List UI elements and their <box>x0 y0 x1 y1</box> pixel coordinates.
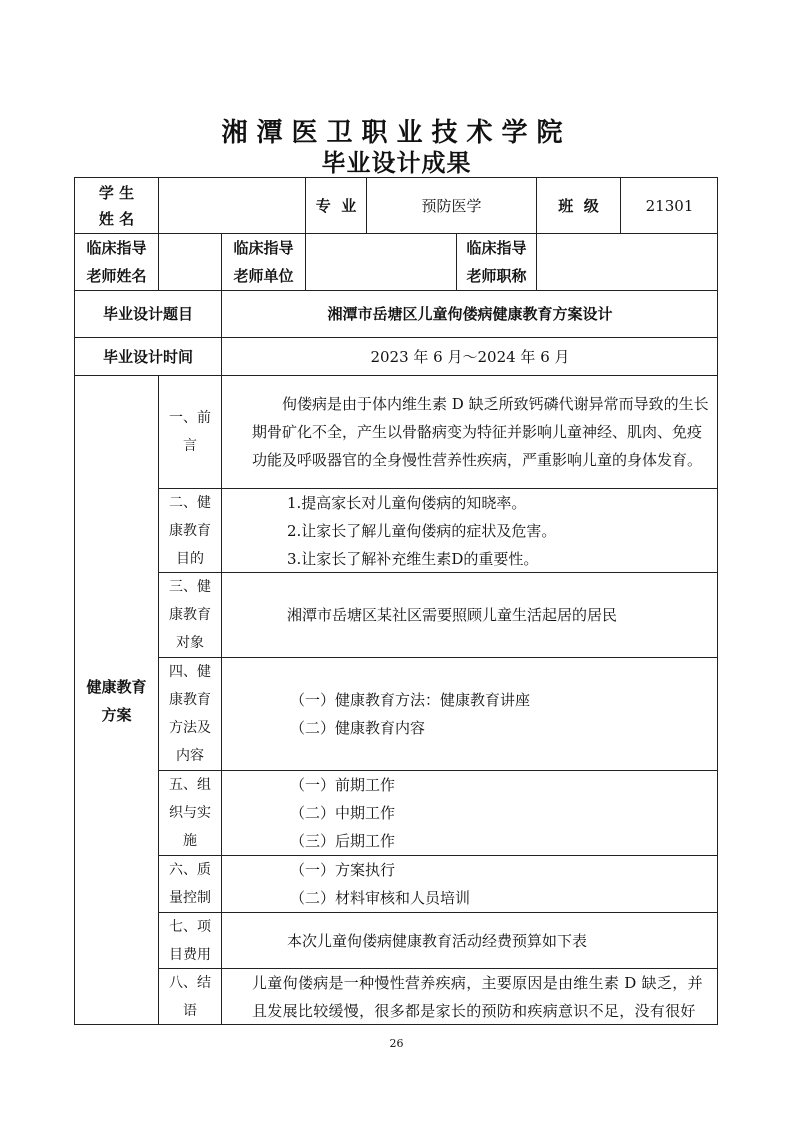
label-line: 三、健 <box>169 579 211 595</box>
mentor-name-label <box>74 233 158 290</box>
section-content <box>221 657 718 770</box>
document-title: 毕业设计成果 <box>321 149 472 177</box>
label-line: 目费用 <box>169 946 211 963</box>
label-line: 六、质 <box>169 862 211 878</box>
time-value: 2023 年 6 月～2024 年 6 月 <box>221 337 718 375</box>
student-name-label <box>74 177 158 233</box>
content-line: （一）方案执行 <box>290 861 396 879</box>
content-line: 1.提高家长对儿童佝偻病的知晓率。 <box>287 493 527 512</box>
class-label: 班 级 <box>536 177 620 233</box>
label-line: 方法及 <box>169 720 211 736</box>
label-line: 临床指导 <box>86 239 147 257</box>
label-line: 内容 <box>176 748 204 764</box>
content-line: 儿童佝偻病是一种慢性营养疾病，主要原因是由维生素 D 缺乏，并且发展比较缓慢，很多都是家长的预防和疾病意识不足，没有很好 <box>252 974 703 1020</box>
label-line: 临床指导 <box>466 239 527 257</box>
content-line: 3.让家长了解补充维生素D的重要性。 <box>287 549 539 568</box>
label-line: 言 <box>183 438 197 454</box>
label-line: 织与实 <box>169 805 211 821</box>
content-line: 湘潭市岳塘区某社区需要照顾儿童生活起居的居民 <box>287 606 618 624</box>
label-line: 施 <box>183 833 197 849</box>
label-line: 语 <box>183 1003 197 1019</box>
school-name: 湘潭医卫职业技术学院 <box>221 118 572 148</box>
section-content <box>221 912 718 968</box>
mentor-title-label <box>456 233 536 290</box>
section-content <box>221 488 718 572</box>
student-name-value[interactable] <box>158 177 305 233</box>
content-line: （二）健康教育内容 <box>290 719 426 737</box>
content-line: 本次儿童佝偻病健康教育活动经费预算如下表 <box>287 931 588 950</box>
section-label <box>158 657 221 770</box>
topic-value: 湘潭市岳塘区儿童佝偻病健康教育方案设计 <box>221 290 718 337</box>
content-line: 2.让家长了解儿童佝偻病的症状及危害。 <box>287 521 557 540</box>
section-label <box>158 572 221 657</box>
major-label: 专 业 <box>305 177 366 233</box>
label-line: 四、健 <box>169 664 211 680</box>
content-line: （一）前期工作 <box>290 776 396 794</box>
section-label <box>158 375 221 488</box>
content-line: （一）健康教育方法：健康教育讲座 <box>290 691 531 709</box>
label-line: 学 生 <box>98 183 135 202</box>
label-line: 目的 <box>176 550 204 567</box>
label-line: 康教育 <box>169 522 211 539</box>
plan-label <box>74 375 158 1025</box>
section-content <box>221 375 718 488</box>
content-line: 佝偻病是由于体内维生素 D 缺乏所致钙磷代谢异常而导致的生长期骨矿化不全，产生以骨骼病变为特征并影响儿童神经、肌肉、免疫功能及呼吸器官的全身慢性营养性疾病，严重影响儿童的身体发育。 <box>252 395 709 469</box>
label-line: 康教育 <box>169 607 211 623</box>
section-content <box>221 770 718 855</box>
section-label <box>158 770 221 855</box>
mentor-unit-value[interactable] <box>305 233 456 290</box>
label-line: 老师单位 <box>233 267 294 285</box>
mentor-unit-label <box>221 233 305 290</box>
content-line: （二）中期工作 <box>290 804 396 822</box>
section-content <box>221 855 718 912</box>
section-content <box>221 968 718 1025</box>
label-line: 二、健 <box>169 494 211 511</box>
label-line: 五、组 <box>169 777 211 793</box>
topic-label: 毕业设计题目 <box>74 290 221 337</box>
time-label: 毕业设计时间 <box>74 337 221 375</box>
label-line: 健康教育 <box>86 677 147 696</box>
label-line: 对象 <box>176 635 204 651</box>
section-label <box>158 968 221 1025</box>
page-number: 26 <box>389 1037 404 1050</box>
label-line: 康教育 <box>169 692 211 708</box>
label-line: 临床指导 <box>233 239 294 257</box>
label-line: 姓 名 <box>98 209 135 228</box>
section-content <box>221 572 718 657</box>
mentor-name-value[interactable] <box>158 233 221 290</box>
label-line: 量控制 <box>169 890 211 906</box>
label-line: 方案 <box>101 705 132 724</box>
section-label <box>158 912 221 968</box>
content-line: （三）后期工作 <box>290 832 396 850</box>
section-label <box>158 855 221 912</box>
label-line: 七、项 <box>169 918 211 935</box>
label-line: 一、前 <box>169 410 211 426</box>
label-line: 八、结 <box>169 975 211 991</box>
major-value: 预防医学 <box>366 177 536 233</box>
class-value: 21301 <box>620 177 718 233</box>
section-label <box>158 488 221 572</box>
mentor-title-value[interactable] <box>536 233 718 290</box>
label-line: 老师职称 <box>466 267 527 285</box>
label-line: 老师姓名 <box>86 267 147 285</box>
content-line: （二）材料审核和人员培训 <box>290 889 471 907</box>
